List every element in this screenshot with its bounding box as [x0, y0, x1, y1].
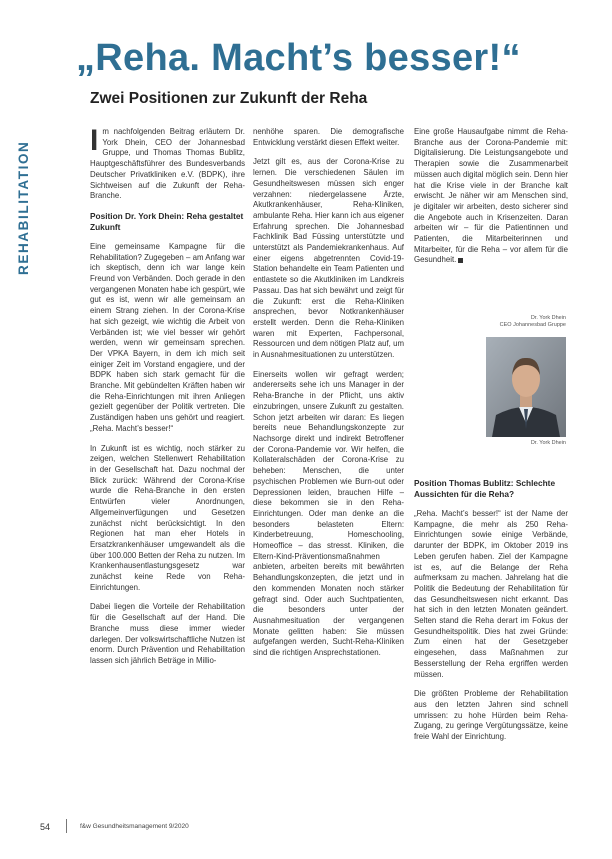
- section-label: REHABILITATION: [16, 140, 31, 275]
- intro-paragraph: [90, 124, 245, 202]
- paragraph: [414, 127, 568, 266]
- paragraph: Die größten Probleme der Rehabilitation aus den letzten Jahren sind schnell umrissen: zu hohe Hürden beim Reha-Zugang, zu geringe Vergütungssätze, keine freie Wahl der Einrichtung.: [414, 689, 568, 742]
- drop-cap: I: [90, 124, 99, 157]
- page-number: 54: [40, 822, 51, 832]
- paragraph: In Zukunft ist es wichtig, noch stärker zu zeigen, welchen Stellenwert Rehabilitation in der Gesellschaft hat. Dazu nochmal der Blick zurück: Während der Corona-Krise wurde die Reha-Branche in den ersten Entwürfen vieler Anordnungen, Allgemeinverfügungen und Gesetzen zunächst nicht berücksichtigt. In den Regionen hat man eher Hotels in Ersatzkrankenhäuser umgewandelt als die über 100.000 Betten der Reha zu nutzen. Im Krankenhausentlastungsgesetz war zunächst keine Rede von Reha-Einrichtungen.: [90, 443, 245, 592]
- article-column-1: [90, 124, 245, 667]
- article-column-3-lower: [414, 478, 568, 743]
- author-signature: [470, 315, 566, 329]
- end-mark-icon: [458, 258, 463, 263]
- paragraph: Dabei liegen die Vorteile der Rehabilitation für die Gesellschaft auf der Hand. Die Branche muss diese immer wieder darlegen. Der volkswirtschaftliche Nutzen ist enorm. Durch Prävention und Rehabilitation lassen sich jährlich Beträge in Millio-: [90, 602, 245, 665]
- paragraph-text: Eine große Hausaufgabe nimmt die Reha-Branche aus der Corona-Pandemie mit: Digitalisierung. Die Leistungsangebote und Therapien sowie die Zusammenarbeit müssen auch digital möglich sein. Denn hier hat die Krise viele in der Branche kalt erwischt. Je näher wir am Menschen sind, je digitaler wir arbeiten, desto sicherer sind die Angebote auch in Krisenzeiten. Daran arbeiten wir – für die Patientinnen und Patienten, die Mitarbeiterinnen und Mitarbeiter, für die Reha – vor allem für die Gesundheit.: [414, 127, 568, 265]
- article-column-2: [253, 127, 404, 659]
- publication-name: f&w Gesundheitsmanagement 9/2020: [80, 823, 189, 830]
- intro-text: m nachfolgenden Beitrag erläutern Dr. York Dhein, CEO der Johannesbad Gruppe, und Thomas Thomas Bublitz, Hauptgeschäftsführer des Bundesverbands Deutscher Privatkliniken e.V. (BDPK), ihre Sichtweisen auf die Zukunft der Reha-Branche.: [90, 127, 245, 201]
- footer-divider: [66, 819, 67, 833]
- article-column-3: [414, 127, 568, 266]
- section-heading-bublitz: Position Thomas Bublitz: Schlechte Aussichten für die Reha?: [414, 478, 556, 499]
- paragraph: Einerseits wollen wir gefragt werden; andererseits sehe ich uns Manager in der Reha-Branche in der Pflicht, uns aktiv einzubringen, unsere Zukunft zu gestalten. Schon jetzt arbeiten wir daran: Es liegen bereits neue Behandlungskonzepte zur Nachsorge direkt und indirekt Betroffener der Corona-Pandemie vor. Wir helfen, die Kollateralschäden der Corona-Krise zu beheben: Menschen, die unter psychischen Problemen wie Burn-out oder Depressionen leiden, brauchen Hilfe – diese bekommen sie in den Reha-Einrichtungen. Oder man denke an die besonders belasteten Eltern: Kinderbetreuung, Homeschooling, Homeoffice – das stresst. Kliniken, die Eltern-Kind-Präventionsmaßnahmen anbieten, arbeiten bereits mit bewährten Behandlungskonzepten, die jetzt und in den kommenden Monaten noch stärker gefragt sind. Oder auch Suchtpatienten, die besonders unter der Ausnahmesituation der vergangenen Monate gelitten haben: Sie müssen aufgefangen werden, Sucht-Reha-Kliniken sind die richtigen Ansprechstationen.: [253, 369, 404, 658]
- page-subtitle: Zwei Positionen zur Zukunft der Reha: [90, 90, 368, 107]
- paragraph: nenhöhe sparen. Die demografische Entwicklung verstärkt diesen Effekt weiter.: [253, 127, 404, 147]
- paragraph: Jetzt gilt es, aus der Corona-Krise zu lernen. Die verschiedenen Säulen im Gesundheitswesen müssen sich enger verzahnen: niedergelassene Ärzte, Akutkrankenhäuser, Reha-Kliniken, ambulante Reha. Hier kann ich aus eigener Erfahrung sprechen. Die Johannesbad Fachklinik Bad Füssing unterstützte und unterstützt als Pandemiekrankenhaus. Auf einer eigens abgetrennten Covid-19-Station behandelte ein Team Patienten und entlastete so die Akutkliniken im Landkreis Passau. Das hat sich bewährt und zeigt für die Zukunft: erst die Reha-Kliniken ansprechen, bevor Notkrankenhäuser erstellt werden. Denn die Reha-Kliniken waren mit Experten, Fachpersonal, Ressourcen und dem nötigen Platz auf, um in Ausnahmesituationen zu unterstützen.: [253, 157, 404, 360]
- signature-role: CEO Johannesbad Gruppe: [499, 322, 566, 328]
- paragraph: „Reha. Macht’s besser!“ ist der Name der Kampagne, die mehr als 250 Reha-Einrichtungen sowie einige Verbände, darunter der BDPK, im Oktober 2019 ins Leben gerufen haben. Ziel der Kampagne ist es, auf die Belange der Reha aufmerksam zu machen. Jahrelang hat die Politik die Bedeutung der Rehabilitation für das Gesundheitswesen nicht erkannt. Das hat sich in den letzten Monaten geändert. Selten stand die Reha derart im Fokus der Gesundheitspolitik. Dies hat zwei Gründe: Zum einen hat der Gesetzgeber eingesehen, dass Maßnahmen zur Besserstellung der Reha ergriffen werden müssen.: [414, 509, 568, 679]
- portrait-image: [486, 337, 566, 437]
- section-heading-dhein: Position Dr. York Dhein: Reha gestaltet Zukunft: [90, 210, 244, 232]
- portrait-photo: [486, 337, 566, 437]
- paragraph: Eine gemeinsame Kampagne für die Rehabilitation? Zugegeben – am Anfang war ich skeptisch, denn ich war lange kein Freund von Verbänden. Doch gerade in den vergangenen Monaten habe ich gespürt, wie gut es ist, wenn wir alle gemeinsam an einem Strang ziehen. In der Corona-Krise hat sich gezeigt, wie wichtig die Arbeit von Verbänden ist; wie viel besser wir gehört werden, wenn wir gemeinsam sprechen. Der VPKA Bayern, in dem ich mich seit einiger Zeit im Vorstand engagiere, und der BDPK haben sich stark gemacht für die Branche. Mit gebündelten Kräften haben wir die Reha-Einrichtungen mit ihren Anliegen gezielt gegenüber der Politik vertreten. Die Zuständigen haben uns gehört und reagiert. „Reha. Macht’s besser!“: [90, 241, 245, 433]
- signature-name: Dr. York Dhein: [530, 315, 566, 321]
- photo-caption: Dr. York Dhein: [530, 440, 566, 446]
- page-title: „Reha. Macht’s besser!“: [76, 37, 521, 79]
